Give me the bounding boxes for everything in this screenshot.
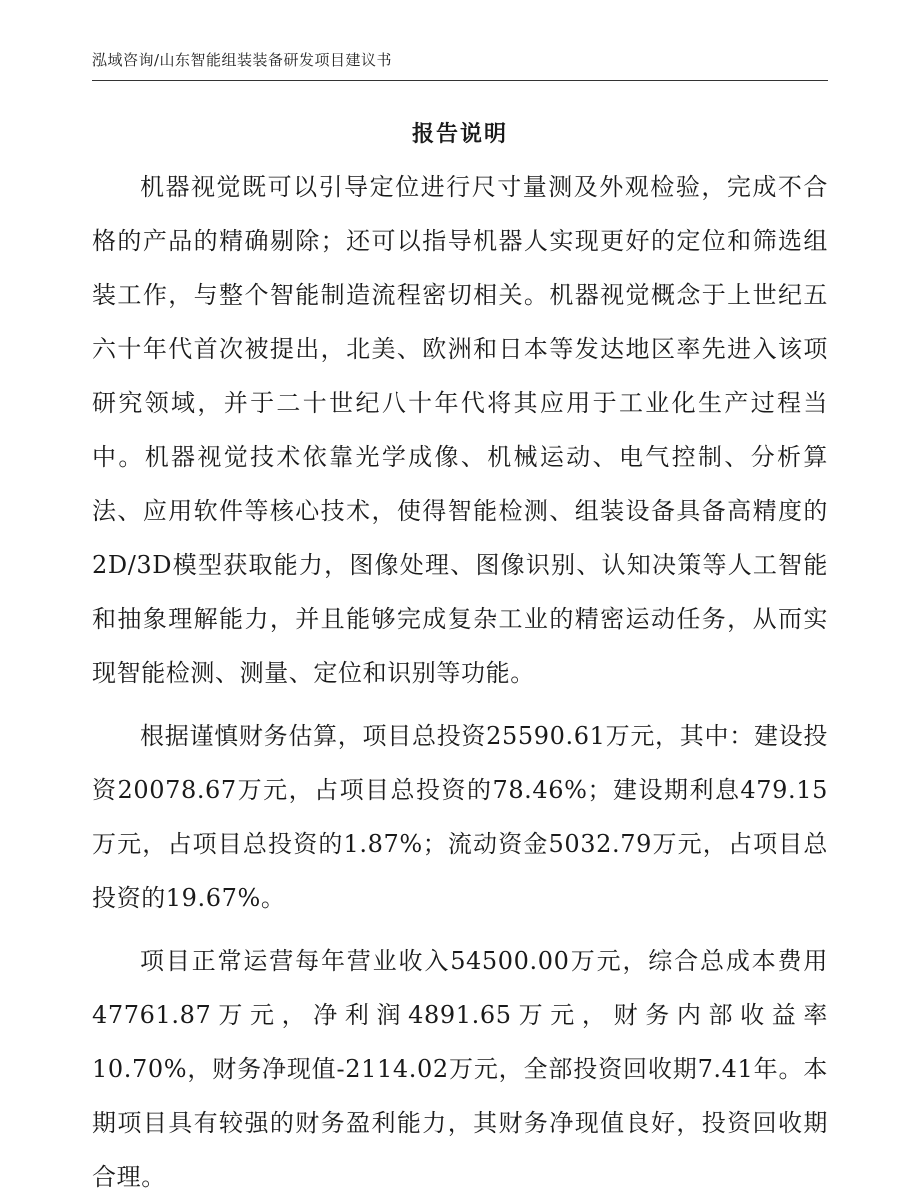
report-body — [92, 160, 828, 1204]
running-header: 泓域咨询/山东智能组装装备研发项目建议书 — [92, 51, 393, 69]
section-title: 报告说明 — [411, 121, 508, 147]
header-divider — [92, 80, 828, 81]
paragraph-investment: 根据谨慎财务估算，项目总投资25590.61万元，其中：建设投资20078.67万元，占项目总投资的78.46%；建设期利息479.15万元，占项目总投资的1.87%；流动资金5032.79万元，占项目总投资的19.67%。 — [92, 722, 828, 912]
paragraph-financials: 项目正常运营每年营业收入54500.00万元，综合总成本费用47761.87万元，净利润4891.65万元，财务内部收益率10.70%，财务净现值-2114.02万元，全部投资回收期7.41年。本期项目具有较强的财务盈利能力，其财务净现值良好，投资回收期合理。 — [92, 947, 828, 1191]
paragraph-machine-vision: 机器视觉既可以引导定位进行尺寸量测及外观检验，完成不合格的产品的精确剔除；还可以指导机器人实现更好的定位和筛选组装工作，与整个智能制造流程密切相关。机器视觉概念于上世纪五六十年代首次被提出，北美、欧洲和日本等发达地区率先进入该项研究领域，并于二十世纪八十年代将其应用于工业化生产过程当中。机器视觉技术依靠光学成像、机械运动、电气控制、分析算法、应用软件等核心技术，使得智能检测、组装设备具备高精度的2D/3D模型获取能力，图像处理、图像识别、认知决策等人工智能和抽象理解能力，并且能够完成复杂工业的精密运动任务，从而实现智能检测、测量、定位和识别等功能。 — [92, 173, 828, 687]
